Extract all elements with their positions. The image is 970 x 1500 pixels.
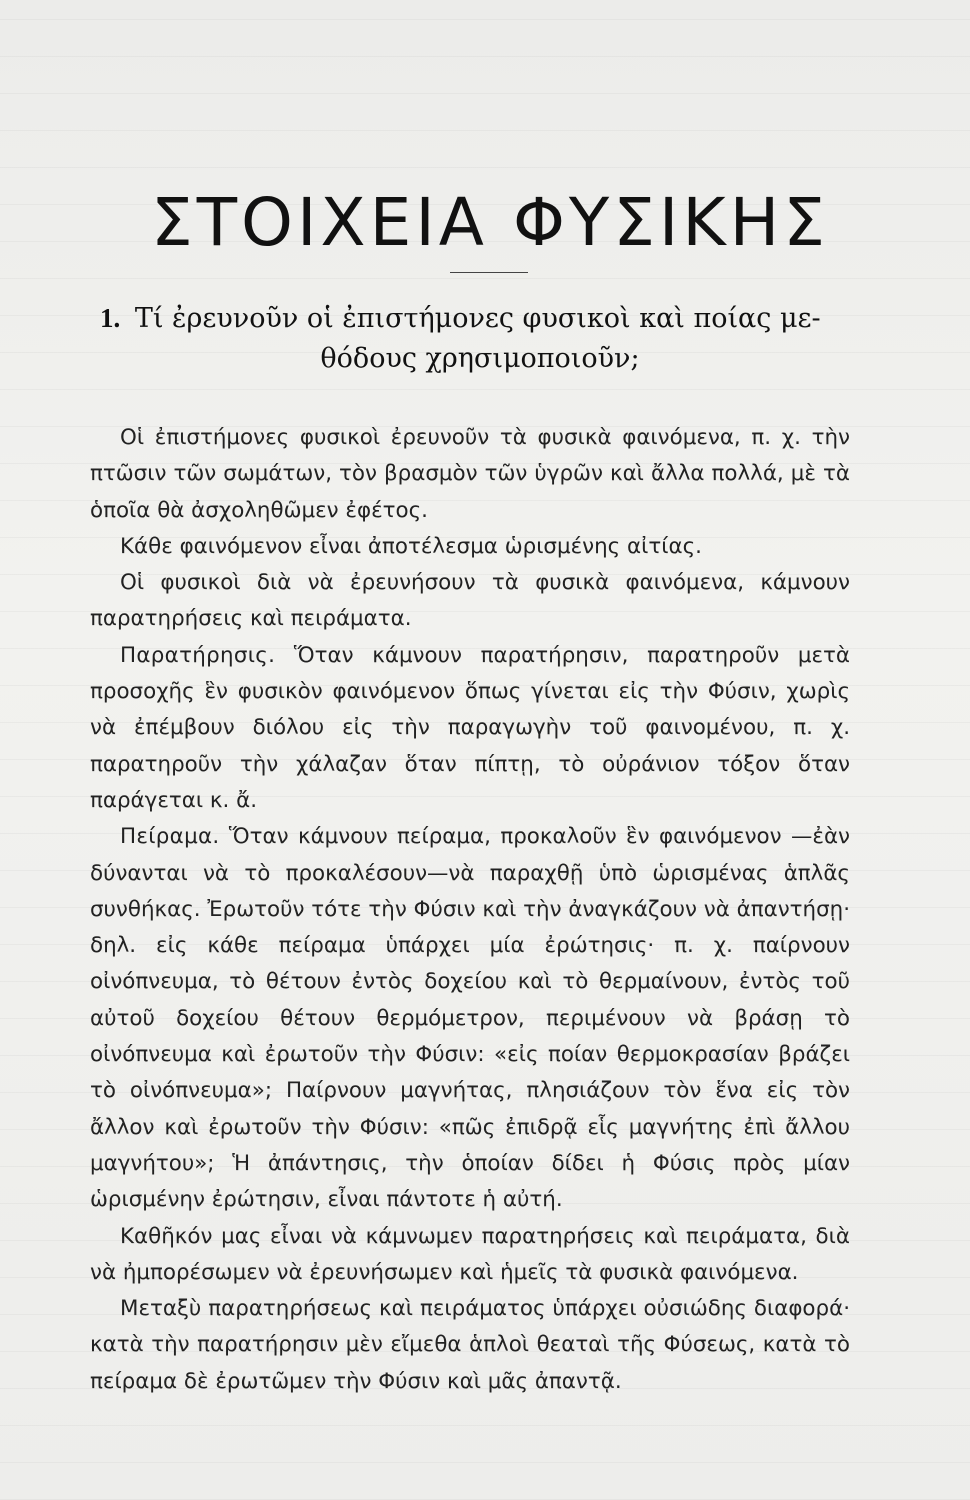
paragraph — [90, 1291, 850, 1400]
paragraph-text: Ὅταν κάμνουν πείραμα, προκαλοῦν ἓν φαινόμενον —ἐὰν δύνανται νὰ τὸ προκαλέσουν—νὰ παραχθῇ ὑπὸ ὡρισμένας ἁπλᾶς συνθήκας. Ἐρωτοῦν τότε τὴν Φύσιν καὶ τὴν ἀναγκάζουν νὰ ἀπαντήσῃ· δηλ. εἰς κάθε πείραμα ὑπάρχει μία ἐρώτησις· π. χ. παίρνουν οἰνόπνευμα, τὸ θέτουν ἐντὸς δοχείου καὶ τὸ θερμαίνουν, ἐντὸς τοῦ αὐτοῦ δοχείου θέτουν θερμόμετρον, περιμένουν νὰ βράσῃ τὸ οἰνόπνευμα καὶ ἐρωτοῦν τὴν Φύσιν: «εἰς ποίαν θερμοκρασίαν βράζει τὸ οἰνόπνευμα»; Παίρνουν μαγνήτας, πλησιάζουν τὸν ἕνα εἰς τὸν ἄλλον καὶ ἐρωτοῦν τὴν Φύσιν: «πῶς ἐπιδρᾷ εἷς μαγνήτης ἐπὶ ἄλλου μαγνήτου»; Ἡ ἀπάντησις, τὴν ὁποίαν δίδει ἡ Φύσις πρὸς μίαν ὡρισμένην ἐρώτησιν, εἶναι πάντοτε ἡ αὐτή. — [90, 824, 850, 1213]
paragraph — [90, 529, 850, 565]
paragraph-text: Καθῆκόν μας εἶναι νὰ κάμνωμεν παρατηρήσεις καὶ πειράματα, διὰ νὰ ἠμπορέσωμεν νὰ ἐρευνήσωμεν καὶ ἡμεῖς τὰ φυσικὰ φαινόμενα. — [90, 1223, 850, 1285]
book-title: ΣΤΟΙΧΕΙΑ ΦΥΣΙΚΗΣ — [151, 184, 829, 261]
paragraph-lead: Πείραμα. — [120, 824, 220, 850]
section-heading-line1: Τί ἐρευνοῦν οἱ ἐπιστήμονες φυσικοὶ καὶ ποίας με- — [134, 303, 821, 334]
paragraph-text: Οἱ ἐπιστήμονες φυσικοὶ ἐρευνοῦν τὰ φυσικὰ φαινόμενα, π. χ. τὴν πτῶσιν τῶν σωμάτων, τὸν βρασμὸν τῶν ὑγρῶν καὶ ἄλλα πολλά, μὲ τὰ ὁποῖα θὰ ἀσχοληθῶμεν ἐφέτος. — [90, 425, 850, 523]
paragraph — [90, 1219, 850, 1292]
paragraph — [90, 638, 850, 819]
paragraph-text: Οἱ φυσικοὶ διὰ νὰ ἐρευνήσουν τὰ φυσικὰ φαινόμενα, κάμνουν παρατηρήσεις καὶ πειράματα. — [90, 570, 850, 632]
paragraph-text: Μεταξὺ παρατηρήσεως καὶ πειράματος ὑπάρχει οὐσιώδης διαφορά· κατὰ τὴν παρατήρησιν μὲν εἴμεθα ἁπλοὶ θεαταὶ τῆς Φύσεως, κατὰ τὸ πείραμα δὲ ἐρωτῶμεν τὴν Φύσιν καὶ μᾶς ἀπαντᾷ. — [90, 1296, 850, 1394]
section-heading-line2: θόδους χρησιμοποιοῦν; — [320, 343, 640, 374]
section-number: 1. — [100, 303, 121, 333]
paragraph — [90, 565, 850, 638]
section-heading — [100, 298, 860, 379]
paragraph-text: Κάθε φαινόμενον εἶναι ἀποτέλεσμα ὡρισμένης αἰτίας. — [120, 533, 702, 559]
body-text — [90, 420, 850, 1400]
paragraph-lead: Παρατήρησις. — [120, 642, 276, 668]
title-divider — [450, 272, 528, 273]
paragraph — [90, 420, 850, 529]
paragraph-text: Ὅταν κάμνουν παρατήρησιν, παρατηροῦν μετὰ προσοχῆς ἓν φυσικὸν φαινόμενον ὅπως γίνεται εἰς τὴν Φύσιν, χωρὶς νὰ ἐπέμβουν διόλου εἰς τὴν παραγωγὴν τοῦ φαινομένου, π. χ. παρατηροῦν τὴν χάλαζαν ὅταν πίπτῃ, τὸ οὐράνιον τόξον ὅταν παράγεται κ. ἄ. — [90, 642, 850, 813]
paragraph — [90, 819, 850, 1218]
